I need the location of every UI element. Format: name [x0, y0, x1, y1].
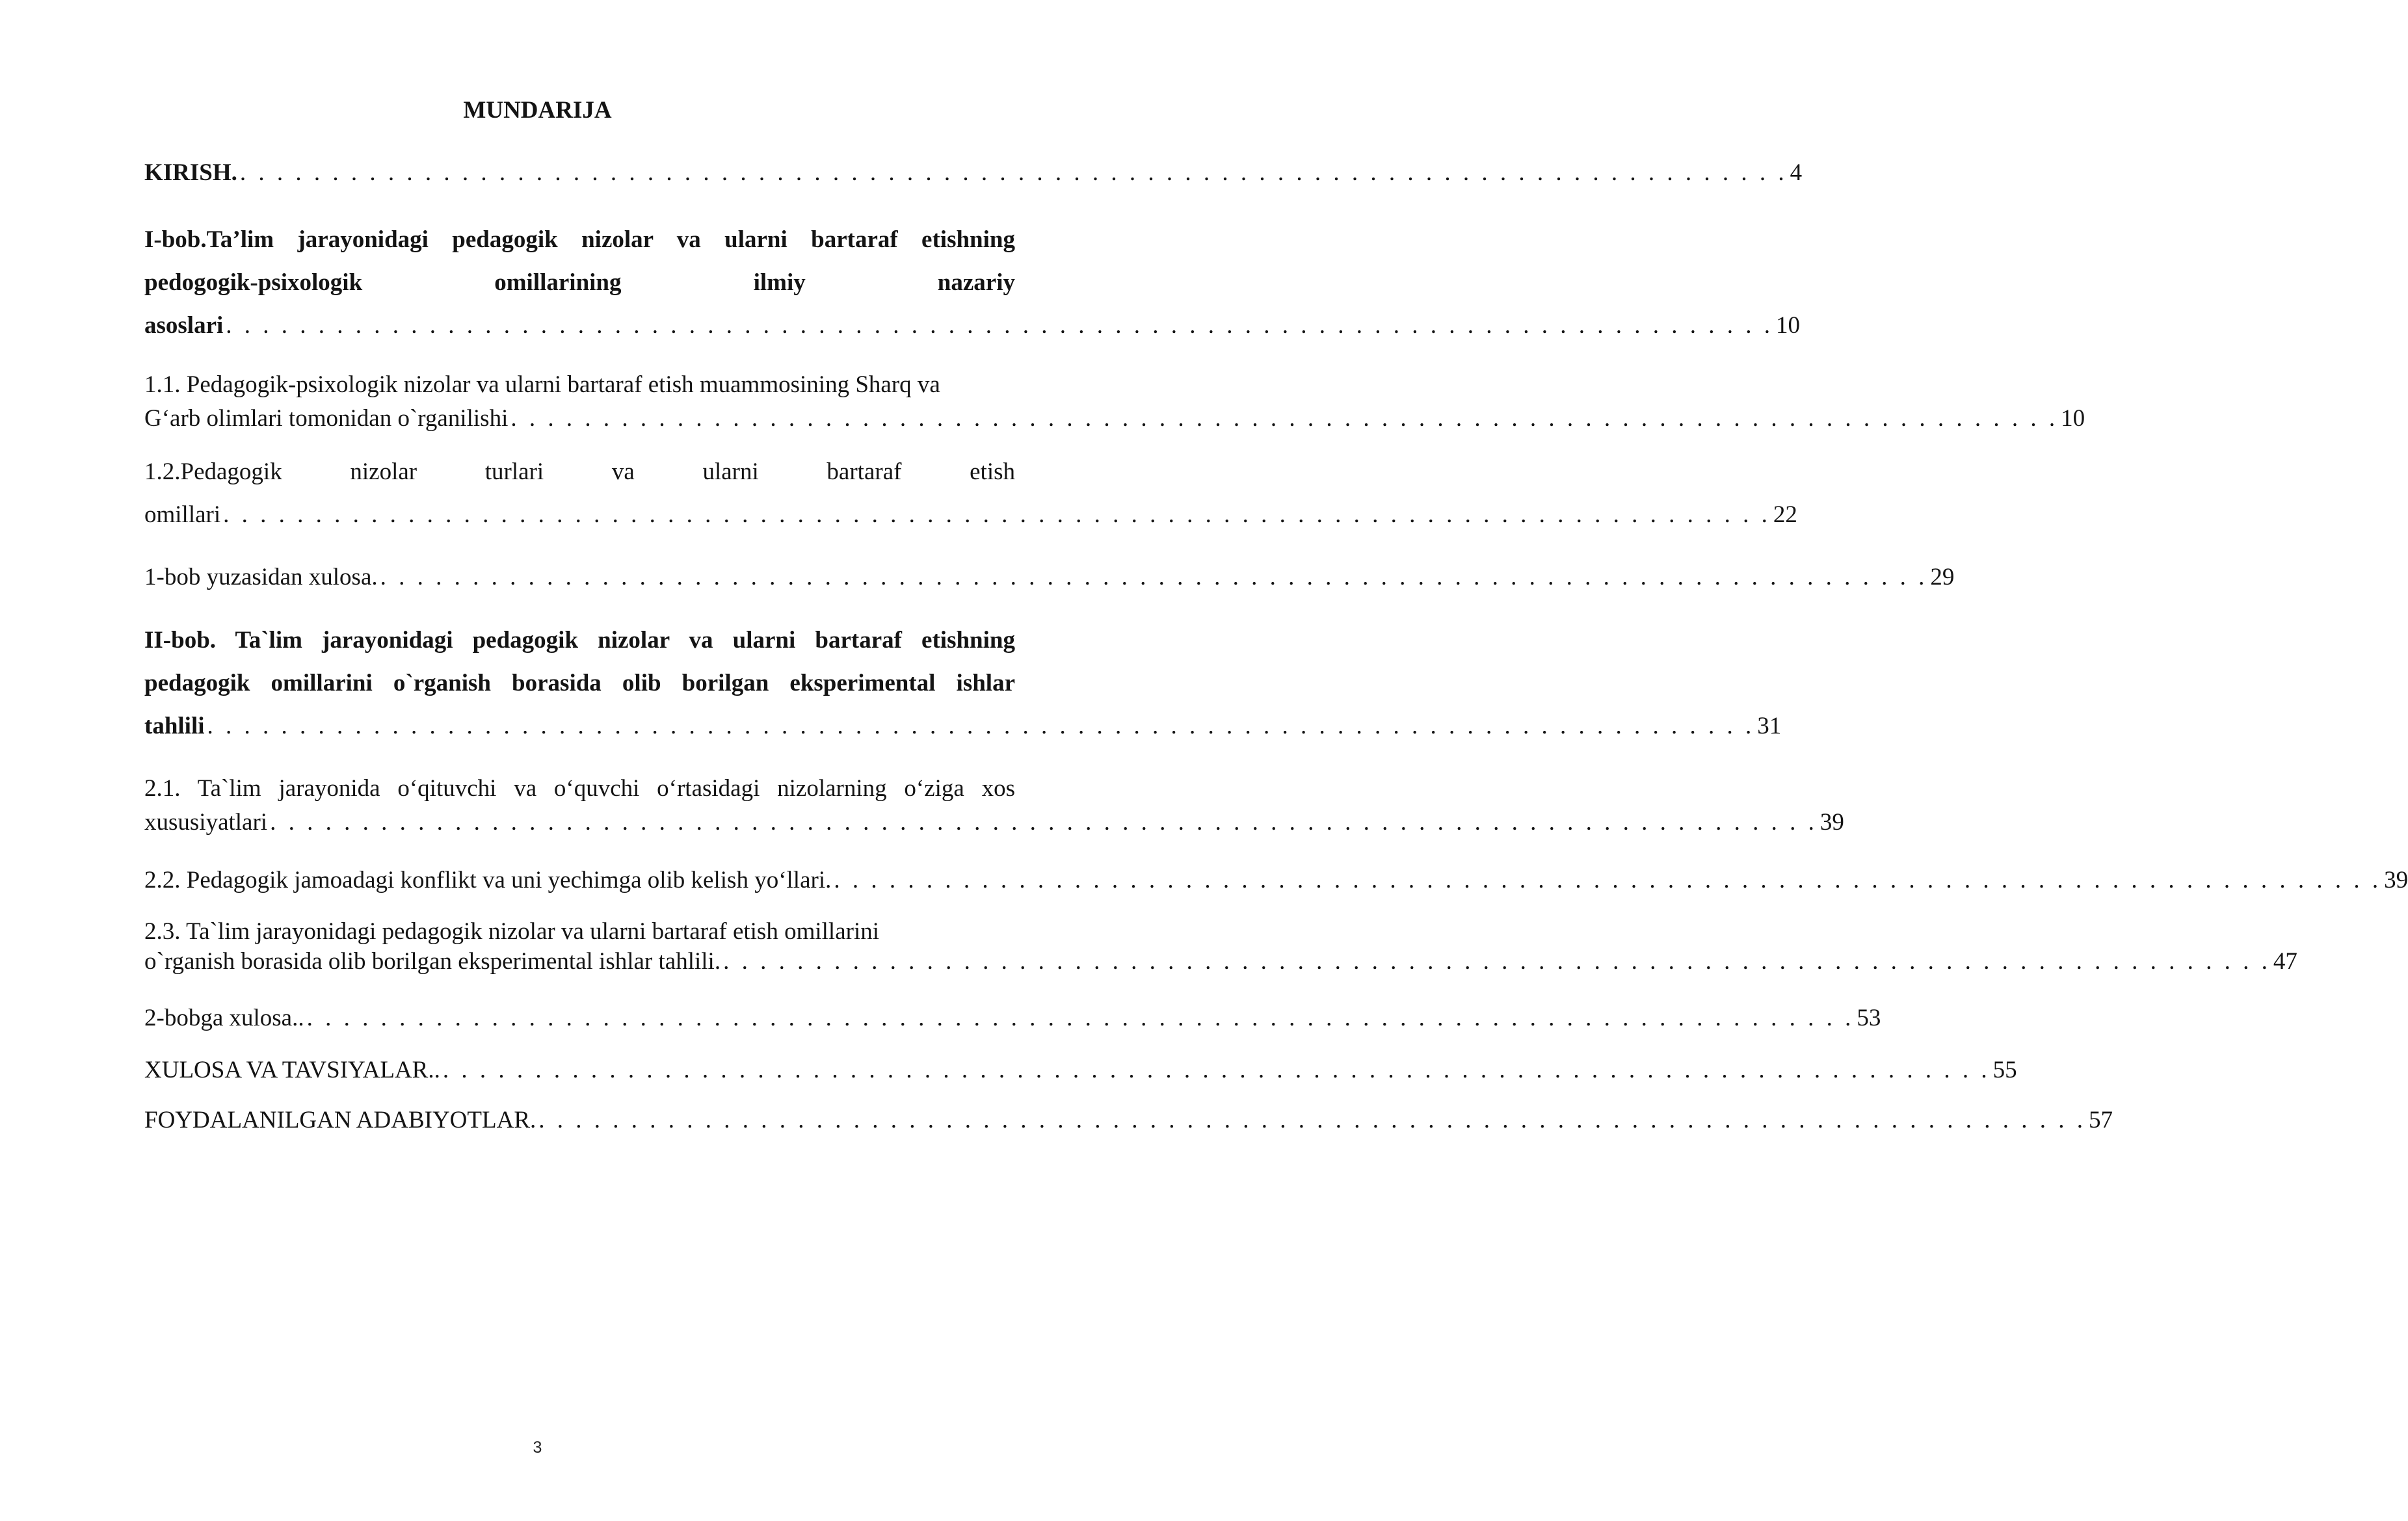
leader-dots: . . . . . . . . . . . . . . . . . . . . . . . . . . . . . . . . . . . . . . . . . . . . . . . . . . . . . . . . . . . . . . . . . . . . . . . . . . . . . . . . . . . .: [226, 312, 1774, 339]
entry-line-1: 2.1. Ta`lim jarayonida o‘qituvchi va o‘quvchi o‘rtasidagi nizolarning o‘ziga xos: [144, 775, 1015, 802]
leader-dots: . . . . . . . . . . . . . . . . . . . . . . . . . . . . . . . . . . . . . . . . . . . . . . . . . . . . . . . . . . . . . . . . . . . . . . . . . . . . . . . . . . . .: [223, 501, 1771, 528]
leader-dots: . . . . . . . . . . . . . . . . . . . . . . . . . . . . . . . . . . . . . . . . . . . . . . . . . . . . . . . . . . . . . . . . . . . . . . . . . . . . . . . . . . . .: [510, 405, 2059, 432]
entry-line-1: I-bob.Ta’lim jarayonidagi pedagogik nizolar va ularni bartaraf etishning: [144, 226, 1015, 253]
entry-line-1: 1.1. Pedagogik-psixologik nizolar va ularni bartaraf etish muammosining Sharq va: [144, 371, 940, 398]
leader-dots: . . . . . . . . . . . . . . . . . . . . . . . . . . . . . . . . . . . . . . . . . . . . . . . . . . . . . . . . . . . . . . . . . . . . . . . . . . . . . . . . . . . .: [723, 948, 2271, 975]
entry-line-1: 1.2.Pedagogik nizolar turlari va ularni bartaraf etish: [144, 458, 1015, 485]
toc-entry-conclusions: [144, 1053, 2017, 1087]
entry-line-1: 2.3. Ta`lim jarayonidagi pedagogik nizolar va ularni bartaraf etish omillarini: [144, 918, 879, 945]
entry-label: FOYDALANILGAN ADABIYOTLAR.: [144, 1107, 536, 1133]
toc-entry-section-1-1: [144, 368, 2085, 436]
entry-page-number: 31: [1757, 713, 1782, 739]
entry-label: xususiyatlari: [144, 809, 268, 836]
leader-dots: . . . . . . . . . . . . . . . . . . . . . . . . . . . . . . . . . . . . . . . . . . . . . . . . . . . . . . . . . . . . . . . . . . . . . . . . . . . . . . . . . . . .: [207, 713, 1755, 739]
leader-dots: . . . . . . . . . . . . . . . . . . . . . . . . . . . . . . . . . . . . . . . . . . . . . . . . . . . . . . . . . . . . . . . . . . . . . . . . . . . . . . . . . . . .: [442, 1057, 1991, 1083]
entry-label: G‘arb olimlari tomonidan o`rganilishi: [144, 405, 509, 432]
entry-label: asoslari: [144, 312, 224, 339]
entry-page-number: 55: [1992, 1057, 2017, 1083]
entry-page-number: 39: [1819, 809, 1844, 836]
page-number: 3: [533, 1438, 542, 1457]
entry-label: o`rganish borasida olib borilgan eksperimental ishlar tahlili.: [144, 948, 721, 975]
entry-page-number: 29: [1930, 564, 1955, 590]
entry-label: omillari: [144, 501, 221, 528]
toc-entry-chapter-1-conclusion: [144, 561, 1955, 594]
leader-dots: . . . . . . . . . . . . . . . . . . . . . . . . . . . . . . . . . . . . . . . . . . . . . . . . . . . . . . . . . . . . . . . . . . . . . . . . . . . . . . . . . . . .: [380, 564, 1928, 590]
entry-page-number: 39: [2384, 867, 2408, 893]
entry-line-2: pedagogik omillarini o`rganish borasida olib borilgan eksperimental ishlar: [144, 670, 1015, 696]
toc-entry-section-2-1: [144, 772, 1844, 840]
entry-page-number: 10: [1776, 312, 1801, 339]
toc-entry-kirish: [144, 156, 1803, 190]
entry-line-1: II-bob. Ta`lim jarayonidagi pedagogik nizolar va ularni bartaraf etishning: [144, 627, 1015, 654]
entry-label: 1-bob yuzasidan xulosa.: [144, 564, 378, 590]
leader-dots: . . . . . . . . . . . . . . . . . . . . . . . . . . . . . . . . . . . . . . . . . . . . . . . . . . . . . . . . . . . . . . . . . . . . . . . . . . . . . . . . . . . .: [306, 1005, 1855, 1031]
entry-page-number: 53: [1857, 1005, 1881, 1031]
toc-entry-chapter-2-conclusion: [144, 1001, 1881, 1035]
entry-label: XULOSA VA TAVSIYALAR..: [144, 1057, 440, 1083]
entry-line-2: pedogogik-psixologik omillarining ilmiy nazariy: [144, 269, 1015, 296]
toc-entry-section-1-2: [144, 451, 1797, 536]
entry-page-number: 22: [1773, 501, 1797, 528]
entry-page-number: 57: [2089, 1107, 2113, 1133]
toc-entry-references: [144, 1104, 2113, 1137]
toc-entry-section-2-2: [144, 864, 2408, 897]
entry-label: KIRISH.: [144, 159, 237, 186]
toc-entry-section-2-3: [144, 917, 2297, 977]
entry-label: 2-bobga xulosa..: [144, 1005, 304, 1031]
leader-dots: . . . . . . . . . . . . . . . . . . . . . . . . . . . . . . . . . . . . . . . . . . . . . . . . . . . . . . . . . . . . . . . . . . . . . . . . . . . . . . . . . . . .: [270, 809, 1818, 836]
toc-entry-chapter-2: [144, 619, 1782, 748]
entry-label: tahlili: [144, 713, 205, 739]
toc-title: MUNDARIJA: [463, 97, 612, 124]
toc-entry-chapter-1: [144, 218, 1801, 347]
leader-dots: . . . . . . . . . . . . . . . . . . . . . . . . . . . . . . . . . . . . . . . . . . . . . . . . . . . . . . . . . . . . . . . . . . . . . . . . . . . . . . . . . . . .: [834, 867, 2382, 893]
leader-dots: . . . . . . . . . . . . . . . . . . . . . . . . . . . . . . . . . . . . . . . . . . . . . . . . . . . . . . . . . . . . . . . . . . . . . . . . . . . . . . . . . . . .: [239, 159, 1788, 186]
entry-page-number: 10: [2061, 405, 2085, 432]
entry-page-number: 4: [1790, 159, 1803, 186]
entry-label: 2.2. Pedagogik jamoadagi konflikt va uni yechimga olib kelish yo‘llari.: [144, 867, 832, 893]
leader-dots: . . . . . . . . . . . . . . . . . . . . . . . . . . . . . . . . . . . . . . . . . . . . . . . . . . . . . . . . . . . . . . . . . . . . . . . . . . . . . . . . . . . .: [538, 1107, 2086, 1133]
entry-page-number: 47: [2273, 948, 2297, 975]
